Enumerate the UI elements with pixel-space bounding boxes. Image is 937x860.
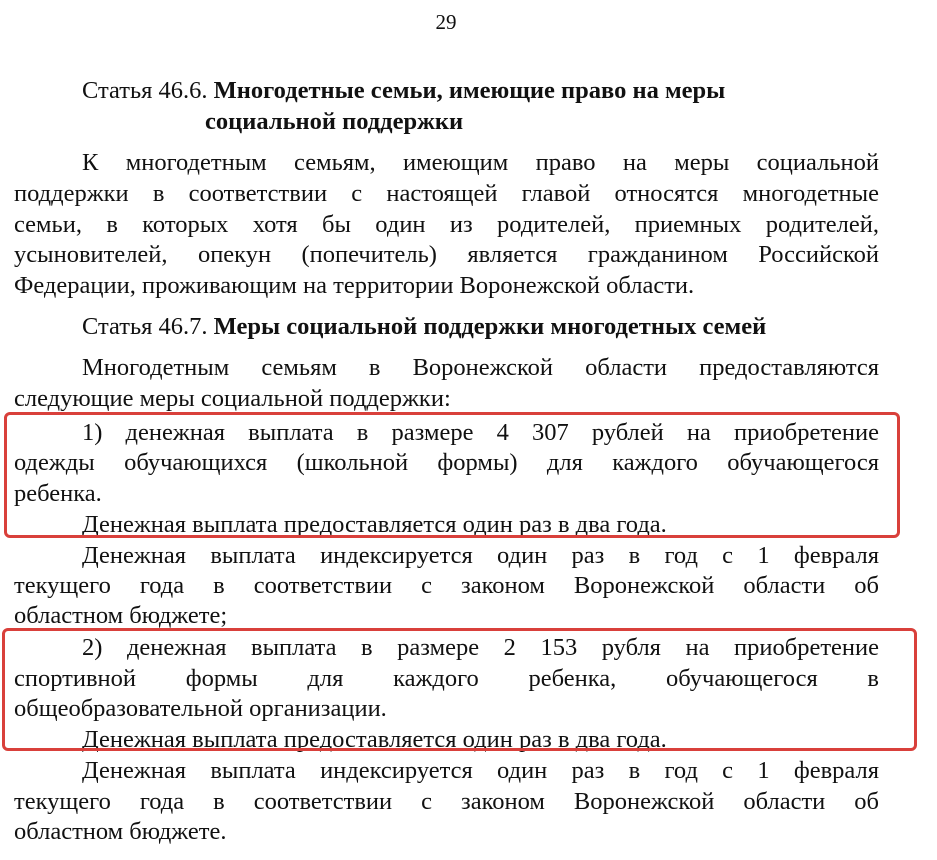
index2-line: Денежная выплата индексируется один раз в год с 1 февраля xyxy=(82,757,879,784)
highlight-box-item1 xyxy=(4,412,900,538)
index1-line: Денежная выплата индексируется один раз в год с 1 февраля xyxy=(82,542,879,569)
item2-line: 2) денежная выплата в размере 2 153 рубля на приобретение xyxy=(82,634,879,661)
article-46-7-prefix: Статья 46.7. xyxy=(82,313,208,340)
article-46-7-intro-line: Многодетным семьям в Воронежской области предоставляются xyxy=(82,354,879,381)
article-46-6-body-line: усыновителей, опекун (попечитель) является гражданином Российской xyxy=(14,241,879,268)
article-46-7-title: Меры социальной поддержки многодетных семей xyxy=(213,313,767,340)
index2-line: областном бюджете. xyxy=(14,818,227,845)
article-46-6-heading xyxy=(82,76,725,106)
page-number: 29 xyxy=(435,10,457,34)
article-46-7-intro-line: следующие меры социальной поддержки: xyxy=(14,385,451,412)
article-46-6-body-line: Федерации, проживающим на территории Воронежской области. xyxy=(14,272,695,299)
article-46-6-body-line: семьи, в которых хотя бы один из родителей, приемных родителей, xyxy=(14,211,879,238)
article-46-6-title-line1: Многодетные семьи, имеющие право на меры xyxy=(213,77,726,104)
article-46-7-heading xyxy=(82,312,766,342)
item2-line: общеобразовательной организации. xyxy=(14,695,387,722)
index2-line: текущего года в соответствии с законом Воронежской области об xyxy=(14,788,879,815)
item1-line: одежды обучающихся (школьной формы) для каждого обучающегося xyxy=(14,449,879,476)
item1-line: Денежная выплата предоставляется один раз в два года. xyxy=(82,511,667,538)
highlight-box-item2 xyxy=(2,628,917,751)
item2-line: спортивной формы для каждого ребенка, обучающегося в xyxy=(14,665,879,692)
article-46-6-body-line: К многодетным семьям, имеющим право на меры социальной xyxy=(82,149,879,176)
article-46-6-prefix: Статья 46.6. xyxy=(82,77,208,104)
item1-line: 1) денежная выплата в размере 4 307 рублей на приобретение xyxy=(82,419,879,446)
item2-line: Денежная выплата предоставляется один раз в два года. xyxy=(82,726,667,753)
index1-line: текущего года в соответствии с законом Воронежской области об xyxy=(14,572,879,599)
item1-line: ребенка. xyxy=(14,480,102,507)
index1-line: областном бюджете; xyxy=(14,602,228,629)
article-46-6-title-line2: социальной поддержки xyxy=(205,108,464,135)
article-46-6-body-line: поддержки в соответствии с настоящей главой относятся многодетные xyxy=(14,180,879,207)
